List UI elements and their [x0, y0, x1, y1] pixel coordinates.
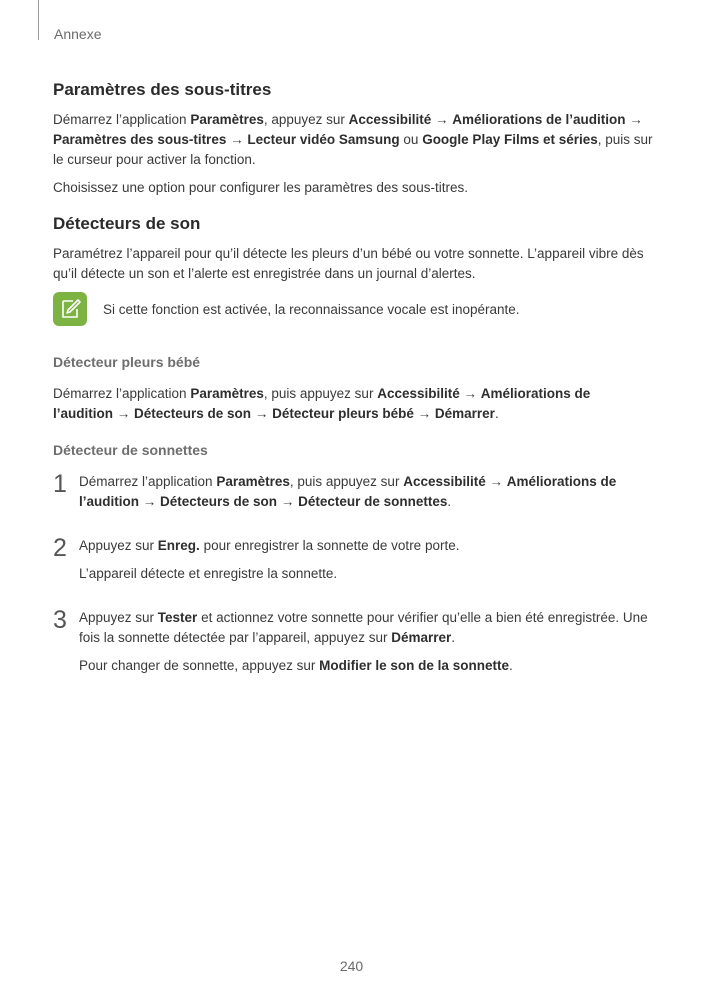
content: [53, 80, 653, 700]
text-run: →: [226, 132, 248, 147]
bold-text: Démarrer: [434, 406, 495, 421]
text-run: , puis appuyez sur: [289, 474, 404, 489]
bold-text: Google Play Films et séries: [422, 132, 598, 147]
bold-text: Enreg.: [157, 538, 200, 553]
section-paragraph: [53, 110, 653, 170]
step-paragraph: [79, 608, 653, 648]
text-run: .: [447, 494, 452, 509]
text-run: pour enregistrer la sonnette de votre porte.: [199, 538, 460, 553]
header-title: Annexe: [54, 26, 102, 42]
steps-list: [53, 472, 653, 684]
subsection-title-baby-cry: Détecteur pleurs bébé: [53, 354, 201, 370]
text-run: →: [139, 494, 161, 509]
bold-text: Démarrer: [391, 630, 452, 645]
bold-text: Paramètres: [190, 112, 264, 127]
text-run: →: [113, 406, 135, 421]
text-run: →: [277, 494, 299, 509]
bold-text: Détecteur de sonnettes: [298, 494, 448, 509]
bold-text: Accessibilité: [377, 386, 460, 401]
note-text: Si cette fonction est activée, la reconnaissance vocale est inopérante.: [103, 301, 520, 317]
text-run: .: [508, 658, 513, 673]
section-title-sound-detectors: Détecteurs de son: [53, 214, 201, 233]
step-paragraph: [79, 656, 653, 676]
step-paragraph: [79, 472, 653, 512]
step-body: [79, 472, 653, 520]
step-number: 1: [53, 470, 67, 498]
step-body: [79, 536, 459, 592]
bold-text: Lecteur vidéo Samsung: [247, 132, 400, 147]
text-run: Appuyez sur: [79, 538, 158, 553]
bold-text: Détecteurs de son: [160, 494, 278, 509]
text-run: →: [485, 474, 507, 489]
subsection-title-doorbell: Détecteur de sonnettes: [53, 442, 208, 458]
subsection-paragraph: [53, 384, 653, 424]
text-run: →: [413, 406, 435, 421]
text-run: ou: [399, 132, 423, 147]
bold-text: Tester: [157, 610, 198, 625]
step-paragraph: [79, 564, 459, 584]
note-pencil-icon: [53, 292, 87, 326]
bold-text: Paramètres des sous-titres: [53, 132, 227, 147]
bold-text: Détecteur pleurs bébé: [272, 406, 414, 421]
text-run: .: [451, 630, 456, 645]
step-number: 2: [53, 534, 67, 562]
step-body: [79, 608, 653, 684]
text-run: Pour changer de sonnette, appuyez sur: [79, 658, 320, 673]
text-run: , puis appuyez sur: [263, 386, 378, 401]
text-run: Démarrez l’application: [53, 386, 191, 401]
text-run: Démarrez l’application: [53, 112, 191, 127]
step-paragraph: [79, 536, 459, 556]
text-run: , appuyez sur: [263, 112, 349, 127]
section-paragraph: Paramétrez l’appareil pour qu’il détecte les pleurs d’un bébé ou votre sonnette. L’appareil vibre dès qu’il détecte un son et l’alerte est enregistrée dans un journal d’alertes.: [53, 246, 644, 281]
bold-text: Accessibilité: [403, 474, 486, 489]
bold-text: Accessibilité: [348, 112, 432, 127]
step-2: [53, 536, 653, 592]
text-run: →: [251, 406, 273, 421]
text-run: →: [459, 386, 481, 401]
section-paragraph: Choisissez une option pour configurer les paramètres des sous-titres.: [53, 180, 468, 195]
bold-text: Paramètres: [190, 386, 264, 401]
margin-rule: [38, 0, 39, 40]
section-title-subtitles: Paramètres des sous-titres: [53, 80, 272, 99]
note-box: [53, 292, 653, 326]
text-run: , puis sur le curseur pour activer la fonction.: [53, 132, 653, 167]
step-1: [53, 472, 653, 520]
bold-text: Améliorations de l’audition: [53, 386, 591, 421]
text-run: Appuyez sur: [79, 610, 158, 625]
text-run: L’appareil détecte et enregistre la sonnette.: [79, 566, 338, 581]
bold-text: Paramètres: [216, 474, 290, 489]
bold-text: Améliorations de l’audition: [452, 112, 626, 127]
text-run: →: [431, 112, 453, 127]
step-number: 3: [53, 606, 67, 634]
text-run: .: [494, 406, 499, 421]
bold-text: Améliorations de l’audition: [79, 474, 617, 509]
bold-text: Détecteurs de son: [134, 406, 252, 421]
text-run: →: [625, 112, 643, 127]
bold-text: Modifier le son de la sonnette: [319, 658, 509, 673]
text-run: et actionnez votre sonnette pour vérifier qu’elle a bien été enregistrée. Une fois la sonnette détectée par l’appareil, appuyez sur: [79, 610, 648, 645]
page-number: 240: [339, 958, 364, 974]
step-3: [53, 608, 653, 684]
text-run: Démarrez l’application: [79, 474, 217, 489]
